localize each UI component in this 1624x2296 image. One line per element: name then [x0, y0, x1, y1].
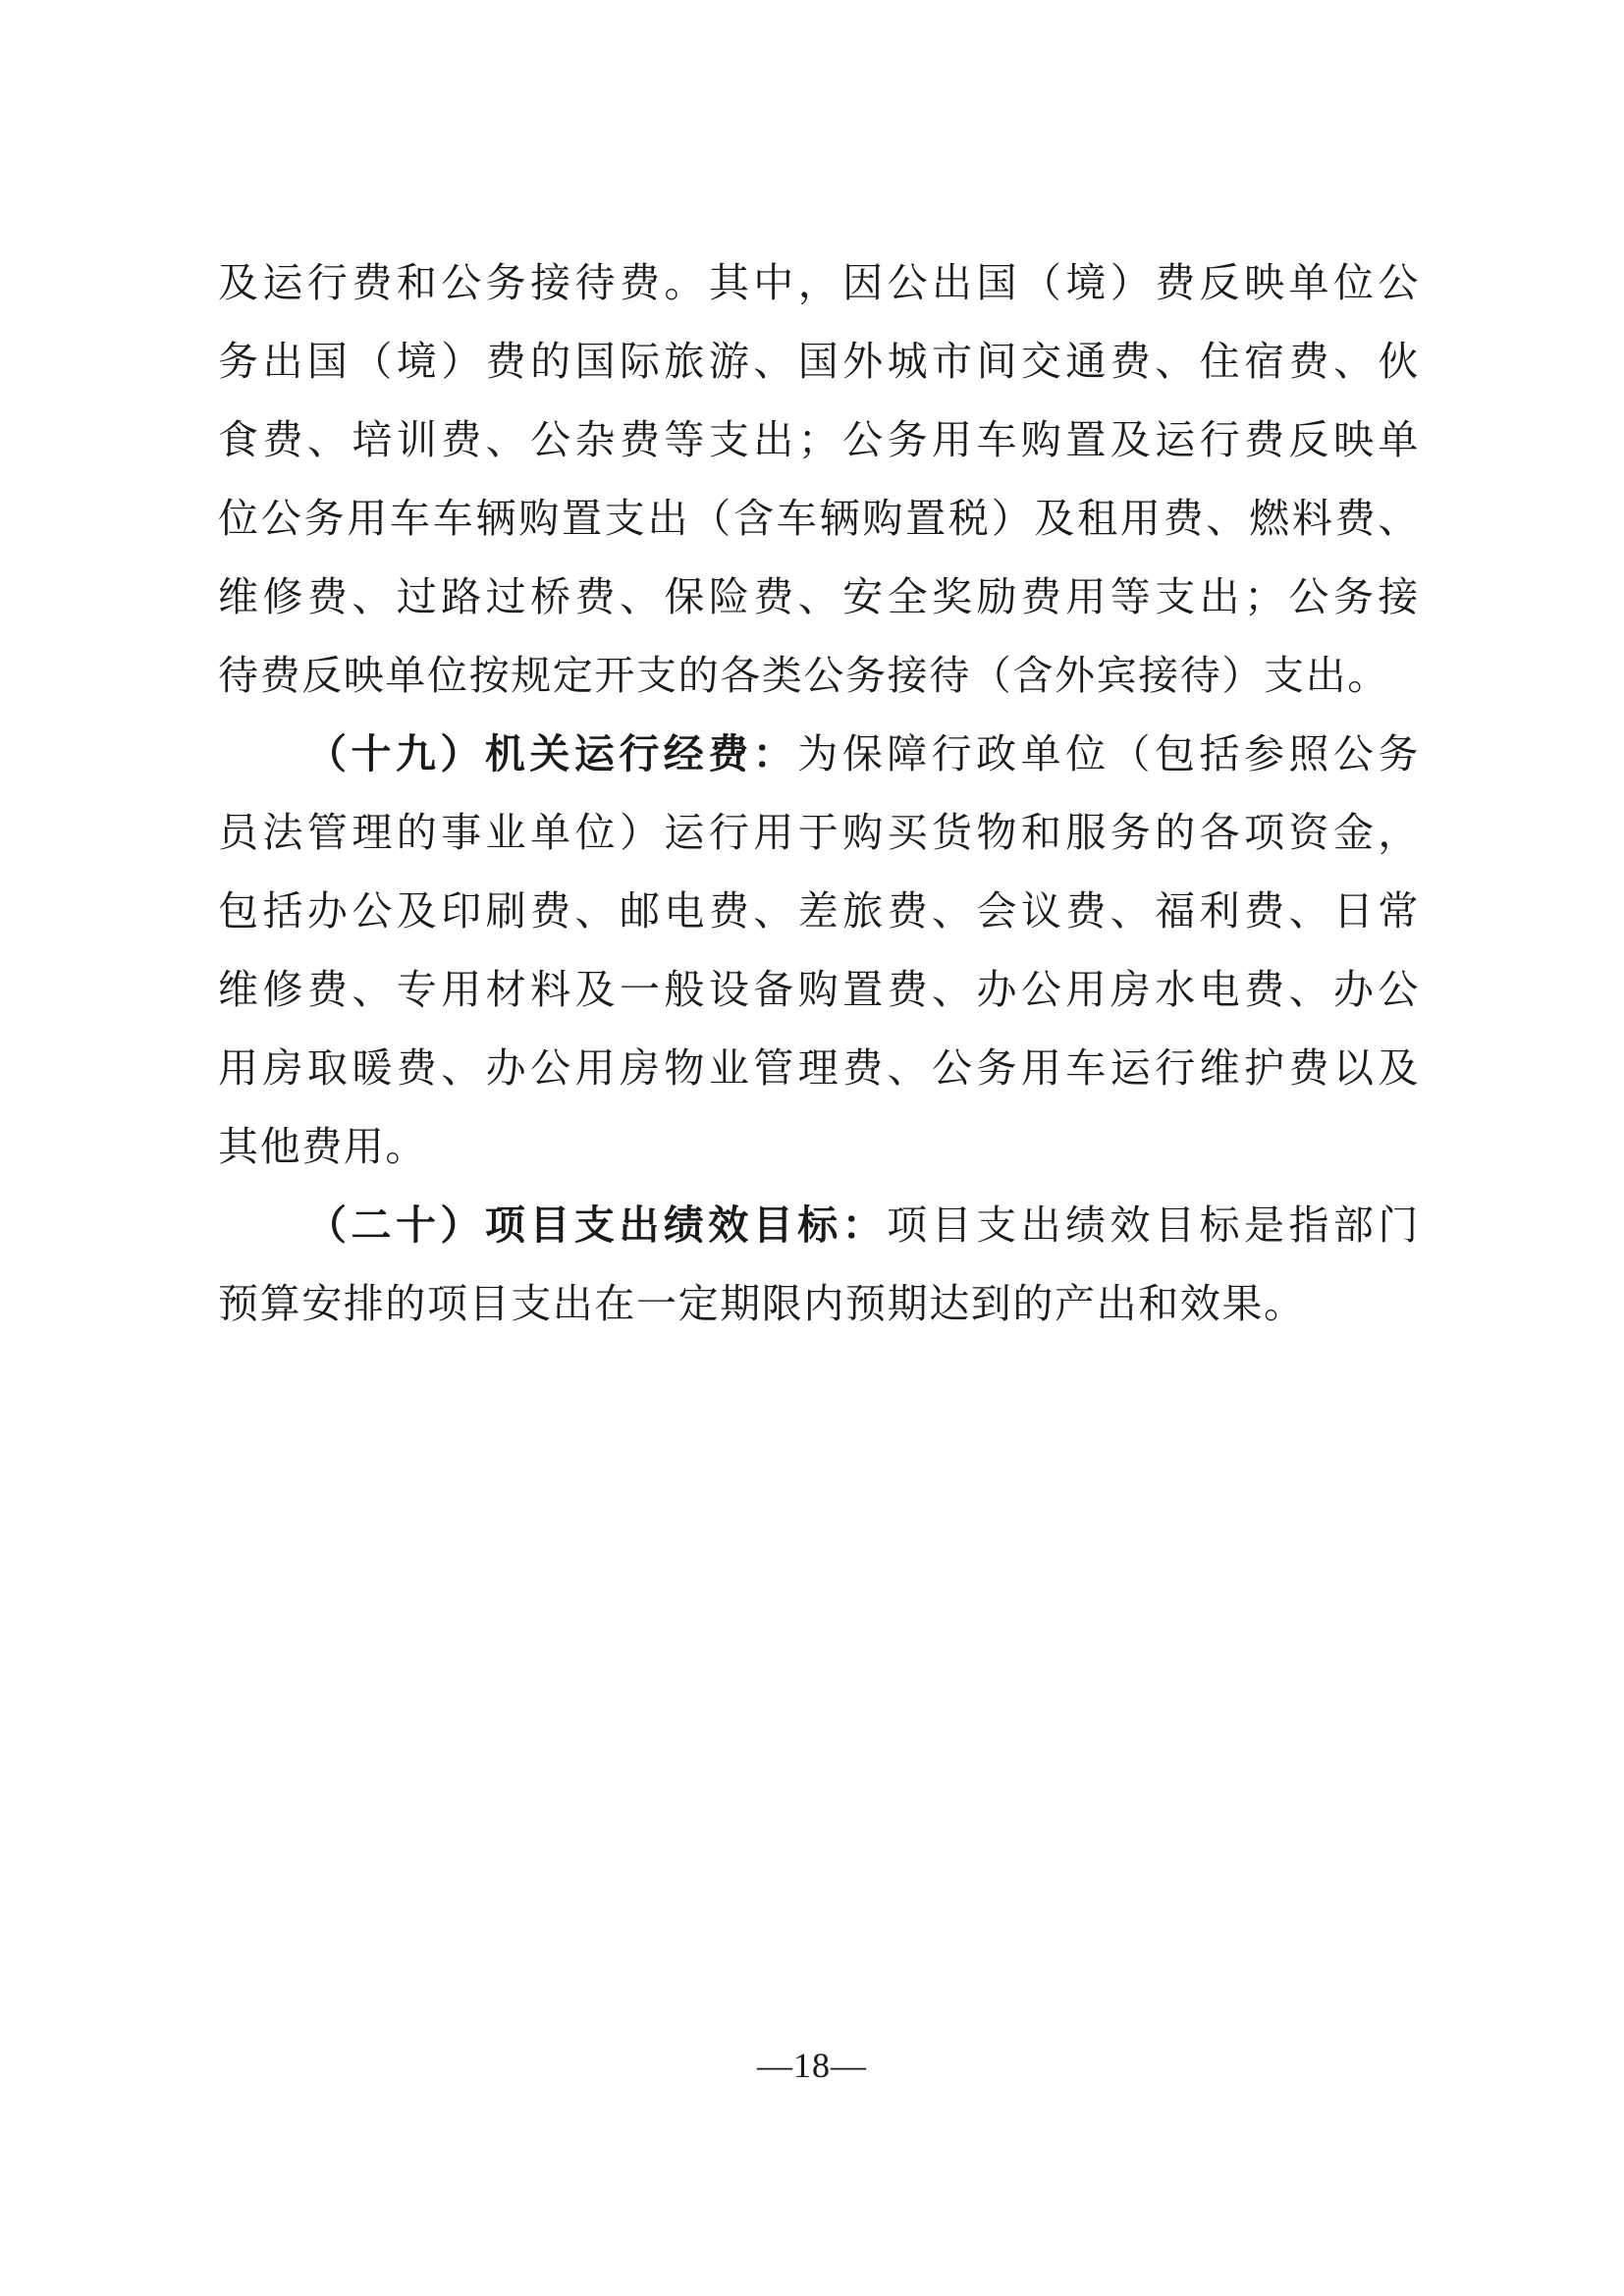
- text-line: 其他费用。: [218, 1123, 427, 1170]
- text-line: 及运行费和公务接待费。其中，因公出国（境）费反映单位公: [218, 259, 1420, 306]
- paragraph-performance-targets: [218, 1186, 1420, 1343]
- text-line: 用房取暖费、办公用房物业管理费、公务用车运行维护费以及: [218, 1044, 1420, 1092]
- text-line: 包括办公及印刷费、邮电费、差旅费、会议费、福利费、日常: [218, 887, 1420, 934]
- text-segment: 项目支出绩效目标是指部门: [887, 1201, 1420, 1249]
- text-line: 维修费、过路过桥费、保险费、安全奖励费用等支出；公务接: [218, 573, 1420, 620]
- page-number: —18—: [757, 2046, 867, 2085]
- text-line: 员法管理的事业单位）运行用于购买货物和服务的各项资金，: [218, 809, 1420, 856]
- text-line: 位公务用车车辆购置支出（含车辆购置税）及租用费、燃料费、: [218, 495, 1420, 542]
- paragraph-operating-expenses: [218, 715, 1420, 1186]
- paragraph-public-funds-continued: [218, 243, 1420, 715]
- text-line: 预算安排的项目支出在一定期限内预期达到的产出和效果。: [218, 1280, 1306, 1327]
- text-line: 务出国（境）费的国际旅游、国外城市间交通费、住宿费、伙: [218, 338, 1420, 385]
- body-text: [218, 243, 1420, 1343]
- text-line: 维修费、专用材料及一般设备购置费、办公用房水电费、办公: [218, 966, 1420, 1013]
- section-heading-19: （十九）机关运行经费：: [306, 730, 798, 777]
- section-heading-20: （二十）项目支出绩效目标：: [306, 1201, 888, 1249]
- text-segment: 为保障行政单位（包括参照公务: [797, 730, 1420, 777]
- text-line: 待费反映单位按规定开支的各类公务接待（含外宾接待）支出。: [218, 652, 1389, 699]
- text-line: [218, 1186, 1420, 1264]
- text-line: [218, 715, 1420, 793]
- text-line: 食费、培训费、公杂费等支出；公务用车购置及运行费反映单: [218, 416, 1420, 463]
